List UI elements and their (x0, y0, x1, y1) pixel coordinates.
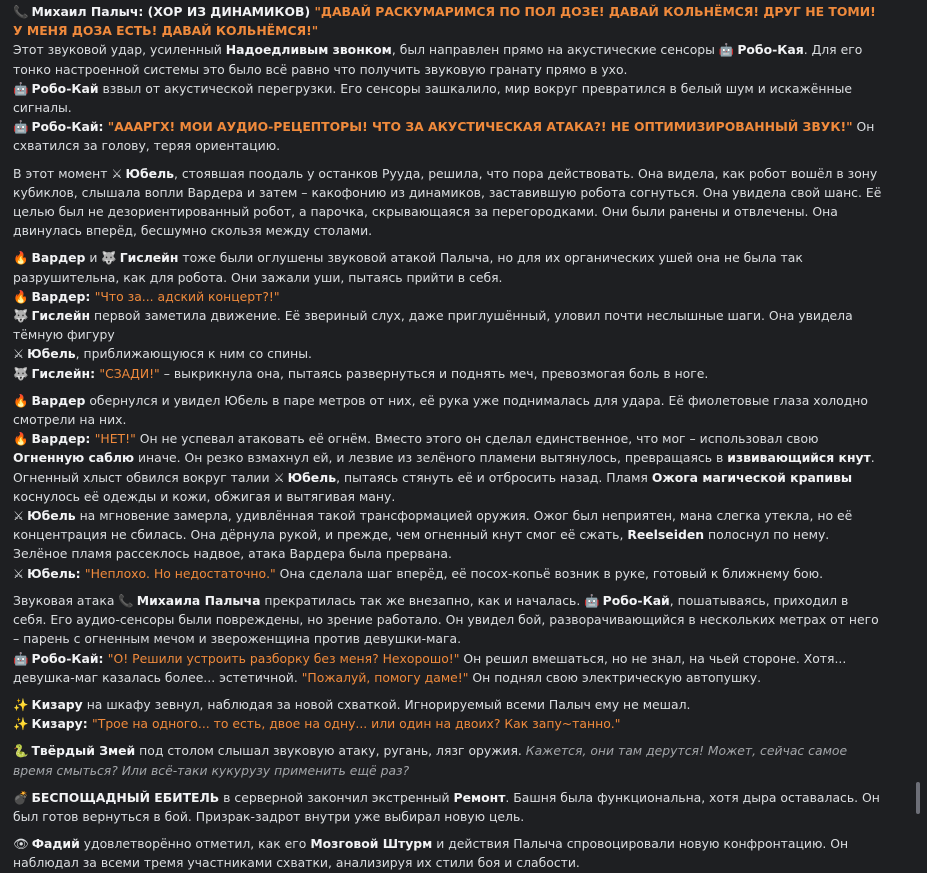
narration: 🤖 Робо-Кай взвыл от акустической перегрузки. Его сенсоры зашкалило, мир вокруг превратился в белый шум и искажённые сигналы. (13, 80, 853, 116)
character-name: Вардер (31, 250, 86, 266)
narration: Звуковая атака 📞 Михаила Палыча прекратилась так же внезапно, как и началась. 🤖 Робо-Кай, пошатываясь, приходил в себя. Его аудио-сенсоры были повреждены, но зрение работало. Он увидел бой, разворачивающийся в нескольких метрах от него – парень с огненным мечом и звероженщина против девушки-мага. (13, 592, 879, 647)
line-varder: 🔥 Вардер: "Что за... адский концерт?!" (13, 288, 280, 304)
phone-icon: 📞 (118, 592, 134, 608)
swords-icon: ⚔ (13, 565, 25, 581)
character-name: Фадий (31, 836, 80, 852)
line-palych-chorus (13, 2, 885, 40)
character-name: Юбель (125, 165, 174, 181)
character-name: БЕСПОЩАДНЫЙ ЕБИТЕЛЬ (31, 789, 220, 805)
character-name: Робо-Кай (31, 80, 99, 96)
swords-icon: ⚔ (273, 469, 285, 485)
fire-icon: 🔥 (13, 288, 29, 304)
skill-name: Надоедливым звонком (225, 42, 392, 58)
skill-name: Огненную саблю (13, 450, 135, 466)
narration: 👁 Фадий удовлетворённо отметил, как его Мозговой Штурм и действия Палыча спровоцировали новую конфронтацию. Он наблюдал за всеми тремя участниками схватки, анализируя их стили боя и слабости. (13, 836, 849, 871)
speaker-name: Робо-Кай (31, 650, 99, 666)
robot-icon: 🤖 (13, 119, 29, 135)
character-name: Гислейн (119, 250, 179, 266)
narration: 🔥 Вардер и 🐺 Гислейн тоже были оглушены звуковой атакой Палыча, но для их органических ушей она не была так разрушительна, как для робота. Они зажали уши, пытаясь прийти в себя. (13, 250, 803, 285)
inner-thought: Кажется, они там дерутся! Может, сейчас самое время смыться? Или всё-таки кукурузу применить ещё раз? (13, 743, 848, 778)
snake-icon: 🐍 (13, 743, 29, 759)
fire-icon: 🔥 (13, 392, 29, 408)
narration: ✨ Кизару на шкафу зевнул, наблюдая за новой схваткой. Игнорируемый всеми Палыч ему не мешал. (13, 696, 691, 712)
line-robokai: 🤖 Робо-Кай: "АААРГХ! МОИ АУДИО-РЕЦЕПТОРЫ! ЧТО ЗА АКУСТИЧЕСКАЯ АТАКА?! НЕ ОПТИМИЗИРОВАННЫЙ ЗВУК!" Он схватился за голову, теряя ориентацию. (13, 119, 875, 154)
character-name: Твёрдый Змей (31, 743, 136, 759)
skill-name: Ремонт (453, 789, 506, 805)
eye-icon: 👁 (13, 836, 29, 852)
bomb-icon: 💣 (13, 789, 29, 805)
skill-name: извивающийся кнут (727, 450, 871, 466)
robot-icon: 🤖 (718, 42, 735, 58)
quote: "АААРГХ! МОИ АУДИО-РЕЦЕПТОРЫ! ЧТО ЗА АКУСТИЧЕСКАЯ АТАКА?! НЕ ОПТИМИЗИРОВАННЫЙ ЗВУК!" (107, 119, 853, 135)
narration: ⚔ Юбель на мгновение замерла, удивлённая такой трансформацией оружия. Ожог был неприятен, мана слегка утекла, но её концентрация не сбилась. Она дёрнула рукой, и прежде, чем огненный кнут смог её сжать, Reelseiden полоснул по нему. Зелёное пламя рассеклось надвое, атака Вардера была прервана. (13, 508, 853, 562)
narration: 🐍 Твёрдый Змей под столом слышал звуковую атаку, ругань, лязг оружия. Кажется, они там дерутся! Может, сейчас самое время смыться? Или всё-таки кукурузу применить ещё раз? (13, 743, 848, 778)
swords-icon: ⚔ (13, 346, 25, 362)
robot-icon: 🤖 (13, 80, 29, 96)
character-name: Юбель (27, 346, 76, 362)
quote: "Что за... адский концерт?!" (94, 288, 280, 304)
character-name: Кизару (31, 696, 83, 712)
narration: В этот момент ⚔ Юбель, стоявшая поодаль у останков Рууда, решила, что пора действовать. Она видела, как робот вошёл в зону кубиклов, слышала вопли Вардера и затем – какофонию из динамиков, заставившую робота согнуться. Она увидела свой шанс. Её целью был не дезориентированный робот, а парочка, скрывающаяся за перегородками. Они были ранены и отвлечены. Она двинулась вперёд, бесшумно скользя между столами. (13, 165, 882, 239)
skill-name: Ожога магической крапивы (651, 469, 853, 485)
character-name: Михаила Палыча (136, 592, 261, 608)
quote: "Неплохо. Но недостаточно." (84, 565, 276, 581)
scrollbar-thumb[interactable] (916, 782, 920, 814)
character-name: Робо-Кая (737, 42, 804, 58)
fire-icon: 🔥 (13, 431, 29, 447)
character-name: Гислейн (31, 308, 91, 324)
narration: ⚔ Юбель, приближающуюся к ним со спины. (13, 346, 312, 362)
narration: Этот звуковой удар, усиленный Надоедливым звонком, был направлен прямо на акустические сенсоры 🤖 Робо-Кая. Для его тонко настроенной системы это было всё равно что получить звуковую гранату прямо в ухо. (13, 42, 863, 77)
quote: "ДАВАЙ РАСКУМАРИМСЯ ПО ПОЛ ДОЗЕ! ДАВАЙ КОЛЬНЁМСЯ! ДРУГ НЕ ТОМИ! У МЕНЯ ДОЗА ЕСТЬ! ДАВАЙ КОЛЬНЁМСЯ!" (13, 4, 876, 39)
narration: 🔥 Вардер обернулся и увидел Юбель в паре метров от них, её рука уже поднималась для удара. Её фиолетовые глаза холодно смотрели на них. (13, 392, 868, 428)
line-prefix: : (ХОР ИЗ ДИНАМИКОВ) (138, 4, 315, 19)
narration: 💣 БЕСПОЩАДНЫЙ ЕБИТЕЛЬ в серверной закончил экстренный Ремонт. Башня была функциональна, хотя дыра оставалась. Он был готов вернуться в бой. Призрак-задрот внутри уже выбирал новую цель. (13, 789, 880, 824)
character-name: Вардер (31, 392, 86, 408)
speaker-name: Гислейн (31, 365, 91, 381)
sparkles-icon: ✨ (13, 716, 29, 732)
wolf-icon: 🐺 (101, 250, 117, 266)
speaker-name: Кизару (31, 716, 83, 732)
quote: "Трое на одного... то есть, двое на одну... или один на двоих? Как запу~танно." (92, 716, 621, 732)
speaker-name: Юбель (27, 565, 76, 581)
line-gislein: 🐺 Гислейн: "СЗАДИ!" – выкрикнула она, пытаясь развернуться и поднять меч, превозмогая боль в ноге. (13, 365, 709, 381)
speaker-name: Вардер (31, 431, 86, 447)
quote: "О! Решили устроить разборку без меня? Нехорошо!" (107, 650, 460, 666)
sparkles-icon: ✨ (13, 696, 29, 712)
scrollbar[interactable] (913, 0, 923, 821)
speaker-name: Вардер (31, 288, 86, 304)
swords-icon: ⚔ (13, 508, 25, 524)
quote: "Пожалуй, помогу даме!" (301, 669, 469, 685)
line-yubel: ⚔ Юбель: "Неплохо. Но недостаточно." Она сделала шаг вперёд, её посох-копьё возник в руке, готовый к ближнему бою. (13, 565, 824, 581)
quote: "СЗАДИ!" (99, 365, 160, 381)
character-name: Робо-Кай (602, 592, 670, 608)
line-kizaru: ✨ Кизару: "Трое на одного... то есть, двое на одну... или один на двоих? Как запу~танно." (13, 716, 621, 732)
item-name: Reelseiden (627, 527, 705, 543)
line-varder: 🔥 Вардер: "НЕТ!" Он не успевал атаковать её огнём. Вместо этого он сделал единственное, что мог – использовал свою Огненную саблю иначе. Он резко взмахнул ей, и лезвие из зелёного пламени вытянулось, превращаясь в извивающийся кнут. Огненный хлыст обвился вокруг талии ⚔ Юбель, пытаясь стянуть её и отбросить назад. Пламя Ожога магической крапивы коснулось её одежды и кожи, обжигая и вытягивая ману. (13, 431, 875, 504)
swords-icon: ⚔ (111, 165, 123, 181)
robot-icon: 🤖 (584, 592, 600, 608)
character-name: Юбель (287, 469, 337, 485)
narration: 🐺 Гислейн первой заметила движение. Её звериный слух, даже приглушённый, уловил почти неслышные шаги. Она увидела тёмную фигуру (13, 308, 853, 343)
wolf-icon: 🐺 (13, 308, 29, 324)
character-name: Юбель (27, 508, 76, 524)
line-robokai: 🤖 Робо-Кай: "О! Решили устроить разборку без меня? Нехорошо!" Он решил вмешаться, но не знал, на чьей стороне. Хотя... девушка-маг казалась более... эстетичной. "Пожалуй, помогу даме!" Он поднял свою электрическую автопушку. (13, 650, 847, 685)
fire-icon: 🔥 (13, 250, 29, 266)
speaker-name: Михаил Палыч (31, 4, 139, 19)
chat-log (13, 2, 885, 873)
robot-icon: 🤖 (13, 650, 29, 666)
phone-icon: 📞 (13, 4, 29, 19)
quote: "НЕТ!" (94, 431, 136, 447)
wolf-icon: 🐺 (13, 365, 29, 381)
skill-name: Мозговой Штурм (310, 836, 433, 852)
speaker-name: Робо-Кай (31, 119, 99, 135)
